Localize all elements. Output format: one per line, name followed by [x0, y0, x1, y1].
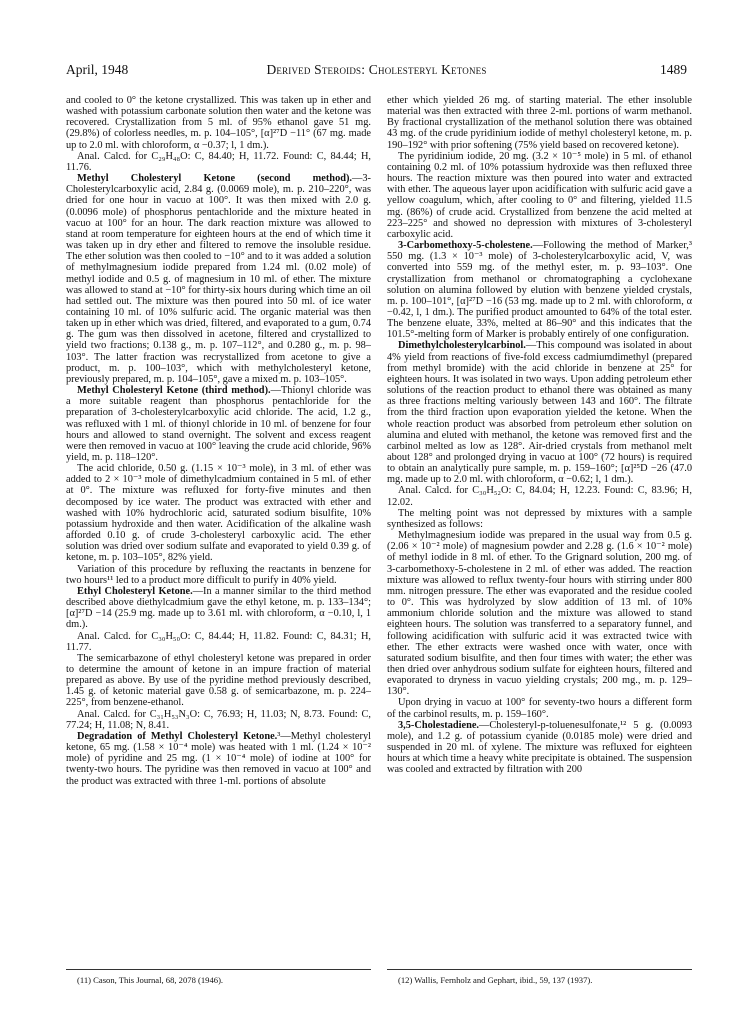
paragraph-text: Anal. Calcd. for C₃₀H₅₂O: C, 84.04; H, 12.23. Found: C, 83.96; H, 12.02. — [387, 485, 692, 508]
paragraph-text: The semicarbazone of ethyl cholesteryl ketone was prepared in order to determine the amount of ketone in an impure fraction of material prepared as above. By use of the pyridine method previously described, 1.45 g. of ketonic material gave 0.58 g. of semicarbazone, m. p. 224–225°, from benzene-ethanol. — [66, 652, 371, 709]
paragraph — [66, 631, 371, 653]
right-column — [387, 95, 692, 963]
paragraph-text: —In a manner similar to the third method described above diethylcadmium gave the ethyl ketone, m. p. 133–134°; [α]²⁷D −14 (25.9 mg. made up to 3.61 ml. with chloroform, α −0.10, l, 1 dm.). — [66, 585, 371, 631]
paragraph — [66, 95, 371, 151]
section-heading: 3-Carbomethoxy-5-cholestene. — [398, 240, 533, 252]
header-title: Derived Steroids: Cholesteryl Ketones — [266, 62, 487, 77]
section-heading: Ethyl Cholesteryl Ketone. — [77, 585, 193, 597]
paragraph-text: ether which yielded 26 mg. of starting material. The ether insoluble material was then extracted with three 2-ml. portions of warm methanol. By fractional crystallization of the methanol solution there was obtained 43 mg. of the crude pyridinium iodide of methyl cholesteryl ketone, m. p. 190–192° with prior softening (75% yield based on recovered ketone). — [387, 95, 692, 151]
paragraph-text: —This compound was isolated in about 4% yield from reactions of five-fold excess cadmiumdimethyl (prepared from methyl bromide) with the acid chloride in benzene at 25° for eighteen hours. It was isolated in two ways. Upon adding petroleum ether solutions of the reaction product to ethanol there was obtained as many as three fractions melting variously between 143 and 160°. The filtrate from the third fraction upon evaporation yielded the ketone. When the whole reaction product was absorbed from petroleum ether solution on alumina and eluted with methanol, the ketone was removed first and the carbinol melted as low as 128°. Air-dried crystals from methanol melt about 128° and prolonged drying in vacuo at 100° (72 hours) is required to obtain an analytically pure sample, m. p. 159–160°; [α]²⁵D −26 (47.0 mg. made up to 2.0 ml. with chloroform, α −0.62; l, 1 dm.). — [387, 340, 692, 486]
paragraph — [387, 697, 692, 719]
running-header — [66, 62, 687, 84]
header-date: April, 1948 — [66, 62, 129, 77]
page-number: 1489 — [660, 62, 687, 77]
paragraph — [66, 731, 371, 787]
paragraph-text: The pyridinium iodide, 20 mg. (3.2 × 10⁻⁵ mole) in 5 ml. of ethanol containing 0.2 ml. of 10% potassium hydroxide was then refluxed three hours. The reaction mixture was then poured into water and extracted with ether. The aqueous layer upon acidification with sulfuric acid gave a yellow coagulum, which, after cooling to 0° and filtering, yielded 11.5 mg. (86%) of crude acid. Crystallized from benzene the acid melted at 223–225° and showed no depression with mixtures of 3-cholesteryl carboxylic acid. — [387, 150, 692, 240]
paragraph — [66, 586, 371, 631]
paragraph — [66, 653, 371, 709]
paragraph-text: Anal. Calcd. for C₃₀H₅₀O: C, 84.44; H, 11.82. Found: C, 84.31; H, 11.77. — [66, 630, 371, 653]
paragraph — [387, 340, 692, 485]
paragraph-text: —Cholesteryl-p-toluenesulfonate,¹² 5 g. (0.0093 mole), and 1.2 g. of potassium cyanide (0.0185 mole) were dried and suspended in 20 ml. of xylene. The mixture was refluxed for eighteen hours at which time a heavy white precipitate is obtained. The suspension was cooled and extracted by filtration with 200 — [387, 719, 692, 776]
paragraph — [387, 151, 692, 240]
section-heading: 3,5-Cholestadiene. — [398, 719, 480, 731]
paragraph-text: Anal. Calcd. for C₃₁H₅₃N₃O: C, 76.93; H, 11.03; N, 8.73. Found: C, 77.24; H, 11.08; N, 8.41. — [66, 708, 371, 731]
paragraph — [387, 508, 692, 530]
paragraph — [387, 95, 692, 151]
paragraph-text: —Following the method of Marker,³ 550 mg. (1.3 × 10⁻³ mole) of 3-cholesterylcarboxylic acid, V, was converted into 559 mg. of the methyl ester, m. p. 93–103°. One crystallization from methanol or chromatographing a cyclohexane solution on alumina followed by elution with benzene yielded crystals, m. p. 100–101°, [α]²⁷D −16 (53 mg. made up to 2 ml. with chloroform, α −0.42, l, 1 dm.). The purified product amounted to 64% of the total ester. The benzene eluate, 33%, melted at 86–90° and this indicates that the 101.5°-melting form of Marker is probably entirely of one configuration. — [387, 240, 692, 341]
paragraph-text: Upon drying in vacuo at 100° for seventy-two hours a different form of the carbinol results, m. p. 159–160°. — [387, 697, 692, 720]
paragraph-text: Anal. Calcd. for C₂₉H₄₈O: C, 84.40; H, 11.72. Found: C, 84.44; H, 11.76. — [66, 150, 371, 173]
section-heading: Degradation of Methyl Cholesteryl Ketone. — [77, 730, 278, 742]
paragraph-text: Variation of this procedure by refluxing the reactants in benzene for two hours¹¹ led to a product more difficult to purify in 40% yield. — [66, 563, 371, 586]
paragraph — [66, 385, 371, 463]
footnote-rule-right — [387, 969, 692, 970]
paragraph-text: The acid chloride, 0.50 g. (1.15 × 10⁻³ mole), in 3 ml. of ether was added to 2 × 10⁻³ mole of dimethylcadmium contained in 5 ml. of ether at 0°. The mixture was refluxed for forty-five minutes and then decomposed by ice water. The product was extracted with ether and washed with 10% hydrochloric acid, saturated sodium bisulfite, 10% potassium hydroxide and then water. Acidification of the alkaline wash afforded 0.10 g. of crude 3-cholesteryl carboxylic acid. The ether solution was dried over sodium sulfate and evaporated to yield 0.39 g. of ketone, m. p. 103–105°, 82% yield. — [66, 463, 371, 564]
paragraph-text: Methylmagnesium iodide was prepared in the usual way from 0.5 g. (2.06 × 10⁻² mole) of magnesium powder and 2.28 g. (1.6 × 10⁻² mole) of methyl iodide in 8 ml. of ether. To the Grignard solution, 200 mg. of 3-carbomethoxy-5-cholestene in 2 ml. of ether was added. The reaction mixture was allowed to reflux twenty-four hours with stirring under 800 mm. nitrogen pressure. The ether was evaporated and the residue cooled to 0°. This was hydrolyzed by slow addition of 13 ml. of 10% ammonium chloride solution and the mixture was allowed to stand eighteen hours. The solution was transferred to a separatory funnel, and following acidification with sulfuric acid it was extracted twice with ether. The ether extracts were washed once with water, once with saturated sodium bisulfite, and then four times with water; the ether was then dried over anhydrous sodium sulfate for eighteen hours, filtered and evaporated to dryness in vacuo yielding crystals; 200 mg., m. p. 129–130°. — [387, 530, 692, 698]
footnote-12: (12) Wallis, Fernholz and Gephart, ibid., 59, 137 (1937). — [398, 975, 593, 985]
paragraph — [66, 709, 371, 731]
section-heading: Methyl Cholesteryl Ketone (third method). — [77, 385, 271, 397]
paragraph-text: —3-Cholesterylcarboxylic acid, 2.84 g. (0.0069 mole), m. p. 210–220°, was dried for one hour in vacuo at 100°. It was then mixed with 2.0 g. (0.0096 mole) of phosphorus pentachloride and the mixture heated in vacuo at 100° for an hour. The dark reaction mixture was allowed to stand at room temperature for eighteen hours at the end of which time it was taken up in dry ether and filtered to remove the insoluble residue. The ether solution was then cooled to −10° and to it was added a solution of methylmagnesium iodide prepared from 1.24 ml. (0.02 mole) of methyl iodide and 0.5 g. of magnesium in 10 ml. of ether. The mixture was allowed to stand at −10° for thirty-six hours during which time an oil had settled out. The mixture was then poured into 50 ml. of ice water containing 10 ml. of 10% sulfuric acid. The organic material was then taken up in ether which was dried, filtered, and evaporated to a gum, 0.74 g. The gum was then dissolved in acetone, filtered and crystallized to yield two fractions; 0.138 g., m. p. 107–112°, and 0.280 g., m. p. 98–103°. The latter fraction was recrystallized from acetone to give a product, m. p. 100–103°, which with methylcholesteryl ketone, previously prepared, m. p. 104–105°, gave a mixed m. p. 103–105°. — [66, 173, 371, 385]
paragraph — [66, 564, 371, 586]
left-column — [66, 95, 371, 963]
footnote-11: (11) Cason, This Journal, 68, 2078 (1946). — [77, 975, 224, 985]
section-heading: Dimethylcholesterylcarbinol. — [398, 340, 526, 352]
paragraph — [387, 530, 692, 697]
paragraph-text: The melting point was not depressed by mixtures with a sample synthesized as follows: — [387, 507, 692, 530]
paragraph — [387, 485, 692, 507]
paragraph — [387, 720, 692, 776]
paragraph — [66, 463, 371, 563]
section-heading: Methyl Cholesteryl Ketone (second method). — [77, 173, 353, 185]
paragraph — [66, 151, 371, 173]
paragraph-text: ³—Methyl cholesteryl ketone, 65 mg. (1.58 × 10⁻⁴ mole) was heated with 1 ml. (1.24 × 10⁻² mole) of pyridine and 25 mg. (1 × 10⁻⁴ mole) of iodine at 100° for twenty-two hours. The pyridine was then removed in vacuo at 100° and the product was extracted with three 1-ml. portions of absolute — [66, 730, 371, 787]
footnote-rule-left — [66, 969, 371, 970]
paragraph — [66, 173, 371, 385]
paragraph — [387, 240, 692, 340]
paragraph-text: —Thionyl chloride was a more suitable reagent than phosphorus pentachloride for the preparation of 3-cholesterylcarboxylic acid chloride. The acid, 1.2 g., was refluxed with 1 ml. of thionyl chloride in 10 ml. of benzene for four hours and allowed to stand overnight. The solvent and excess reagent were then removed in vacuo at 100° leaving the crude acid chloride, 96% yield, m. p. 118–120°. — [66, 385, 371, 463]
paragraph-text: and cooled to 0° the ketone crystallized. This was taken up in ether and washed with potassium carbonate solution then water and the ketone was recovered. Crystallization from 5 ml. of 95% ethanol gave 51 mg. (29.8%) of colorless needles, m. p. 104–105°, [α]²⁷D −11° (67 mg. made up to 2.0 ml. with chloroform, α −0.37; l, 1 dm.). — [66, 95, 371, 151]
